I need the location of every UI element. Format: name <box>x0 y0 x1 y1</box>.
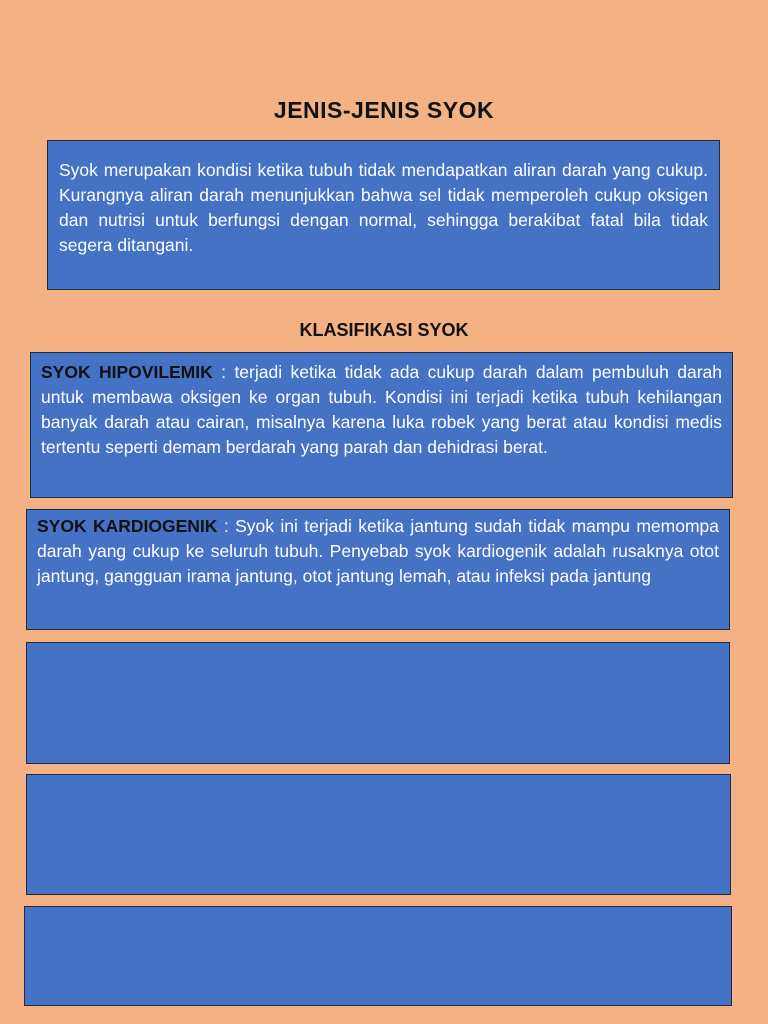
classification-text <box>41 360 722 460</box>
classification-text <box>37 514 719 589</box>
classification-description: : Syok ini terjadi ketika jantung sudah tidak mampu memompa darah yang cukup ke seluruh tubuh. Penyebab syok kardiogenik adalah rusaknya otot jantung, gangguan irama jantung, otot jantung lemah, atau infeksi pada jantung <box>37 516 720 586</box>
classification-term: SYOK HIPOVILEMIK <box>41 362 213 382</box>
empty-box <box>26 642 730 764</box>
intro-text: Syok merupakan kondisi ketika tubuh tidak mendapatkan aliran darah yang cukup. Kurangnya aliran darah menunjukkan bahwa sel tidak memperoleh cukup oksigen dan nutrisi untuk berfungsi dengan normal, sehingga berakibat fatal bila tidak segera ditangani. <box>59 160 708 255</box>
page-title: JENIS-JENIS SYOK <box>273 97 495 123</box>
classification-box-hipovolemik <box>30 352 733 498</box>
empty-box <box>24 906 732 1006</box>
classification-box-kardiogenik <box>26 509 730 630</box>
intro-box <box>47 140 720 290</box>
section-heading: KLASIFIKASI SYOK <box>299 320 469 340</box>
classification-description: : terjadi ketika tidak ada cukup darah dalam pembuluh darah untuk membawa oksigen ke organ tubuh. Kondisi ini terjadi ketika tubuh kehilangan banyak darah atau cairan, misalnya karena luka robek yang berat atau kondisi medis tertentu seperti demam berdarah yang parah dan dehidrasi berat. <box>41 362 722 457</box>
classification-term: SYOK KARDIOGENIK <box>37 516 218 536</box>
empty-box <box>26 774 731 895</box>
